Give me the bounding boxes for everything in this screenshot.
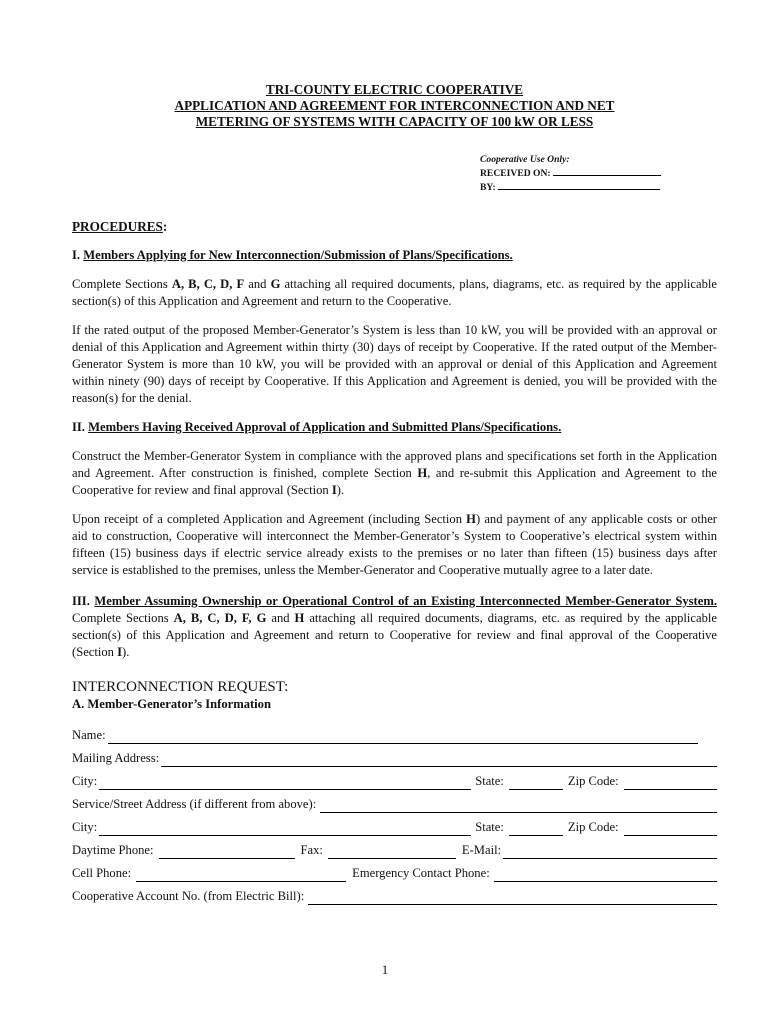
section-2-paragraph-1: Construct the Member-Generator System in compliance with the approved plans and specifications set forth in the Application and Agreement. After construction is finished, complete Section H, and re-submit this Application and Agreement to the Cooperative for review and final approval (Section I). xyxy=(72,449,717,497)
section-2-paragraph-2: Upon receipt of a completed Application and Agreement (including Section H) and payment of any applicable costs or other aid to construction, Cooperative will interconnect the Member-Generator’s System to Cooperative’s electrical system within fifteen (15) business days if electric service already exists to the premises or no later than fifteen (15) business days after service is established to the premises, unless the Member-Generator and Cooperative mutually agree to a later date. xyxy=(72,512,718,577)
city-label: City: xyxy=(72,774,98,788)
email-field[interactable] xyxy=(503,845,717,859)
document-title xyxy=(72,82,717,130)
city-field[interactable] xyxy=(99,776,471,790)
title-line-2: APPLICATION AND AGREEMENT FOR INTERCONNECTION AND NET xyxy=(174,98,615,113)
by-label: BY: xyxy=(480,182,496,193)
zip-field[interactable] xyxy=(624,776,717,790)
emergency-phone-label: Emergency Contact Phone: xyxy=(352,866,490,880)
interconnection-request-heading: INTERCONNECTION REQUEST: xyxy=(72,679,289,695)
received-on-label: RECEIVED ON: xyxy=(480,168,551,179)
title-line-3: METERING OF SYSTEMS WITH CAPACITY OF 100 kW OR LESS xyxy=(195,114,594,129)
account-number-label: Cooperative Account No. (from Electric Bill): xyxy=(72,889,305,903)
zip-label: Zip Code: xyxy=(567,774,619,788)
document-page xyxy=(72,82,717,905)
service-city-label: City: xyxy=(72,820,98,834)
page-number: 1 xyxy=(381,962,389,977)
service-state-label: State: xyxy=(475,820,504,834)
section-1-paragraph-1: Complete Sections A, B, C, D, F and G attaching all required documents, plans, diagrams, etc. as required by the applicable section(s) of this Application and Agreement and return to the Cooperative. xyxy=(72,277,717,308)
title-line-1: TRI-COUNTY ELECTRIC COOPERATIVE xyxy=(265,82,524,97)
name-row xyxy=(72,727,717,744)
emergency-phone-field[interactable] xyxy=(494,868,717,882)
phone-row xyxy=(72,842,717,859)
state-label: State: xyxy=(475,774,504,788)
section-2-title: II. Members Having Received Approval of Application and Submitted Plans/Specifications. xyxy=(72,420,562,434)
name-field[interactable] xyxy=(108,730,698,744)
procedures-heading: PROCEDURES: xyxy=(72,219,168,234)
email-label: E-Mail: xyxy=(461,843,502,857)
section-1-paragraph-2: If the rated output of the proposed Member-Generator’s System is less than 10 kW, you will be provided with an approval or denial of this Application and Agreement within thirty (30) days of receipt by Cooperative. If the rated output of the Member-Generator System is more than 10 kW, you will be provided with an approval or denial of this Application and Agreement within ninety (90) days of receipt by Cooperative. If this Application and Agreement is denied, you will be provided with the reason(s) for the denial. xyxy=(72,323,717,405)
section-1-title: I. Members Applying for New Interconnection/Submission of Plans/Specifications. xyxy=(72,248,513,262)
mailing-address-label: Mailing Address: xyxy=(72,751,160,765)
service-address-label: Service/Street Address (if different from above): xyxy=(72,797,317,811)
daytime-phone-field[interactable] xyxy=(159,845,295,859)
by-row xyxy=(480,180,717,194)
service-zip-field[interactable] xyxy=(624,822,717,836)
service-address-row xyxy=(72,796,717,813)
name-label: Name: xyxy=(72,728,106,742)
received-on-row xyxy=(480,166,717,180)
fax-field[interactable] xyxy=(328,845,456,859)
service-state-field[interactable] xyxy=(509,822,563,836)
account-row xyxy=(72,888,717,905)
member-generator-form xyxy=(72,727,717,905)
service-city-field[interactable] xyxy=(99,822,471,836)
mailing-address-row xyxy=(72,750,717,767)
account-number-field[interactable] xyxy=(308,891,717,905)
mailing-address-field[interactable] xyxy=(161,753,717,767)
daytime-phone-label: Daytime Phone: xyxy=(72,843,154,857)
city-row xyxy=(72,773,717,790)
section-3-paragraph: III. Member Assuming Ownership or Operational Control of an Existing Interconnected Member-Generator System. Complete Sections A, B, C, D, F, G and H attaching all required documents, diagrams, etc. as required by the applicable section(s) of this Application and Agreement and return to Cooperative for review and final approval of the Cooperative (Section I). xyxy=(72,594,717,659)
received-on-field[interactable] xyxy=(553,166,661,176)
cell-row xyxy=(72,865,717,882)
state-field[interactable] xyxy=(509,776,563,790)
cooperative-use-box xyxy=(480,154,717,194)
cell-phone-label: Cell Phone: xyxy=(72,866,132,880)
coop-use-label: Cooperative Use Only: xyxy=(480,154,570,165)
by-field[interactable] xyxy=(498,180,660,190)
cell-phone-field[interactable] xyxy=(136,868,346,882)
fax-label: Fax: xyxy=(300,843,323,857)
service-zip-label: Zip Code: xyxy=(567,820,619,834)
service-address-field[interactable] xyxy=(320,799,717,813)
member-generator-info-heading: A. Member-Generator’s Information xyxy=(72,697,271,711)
service-city-row xyxy=(72,819,717,836)
